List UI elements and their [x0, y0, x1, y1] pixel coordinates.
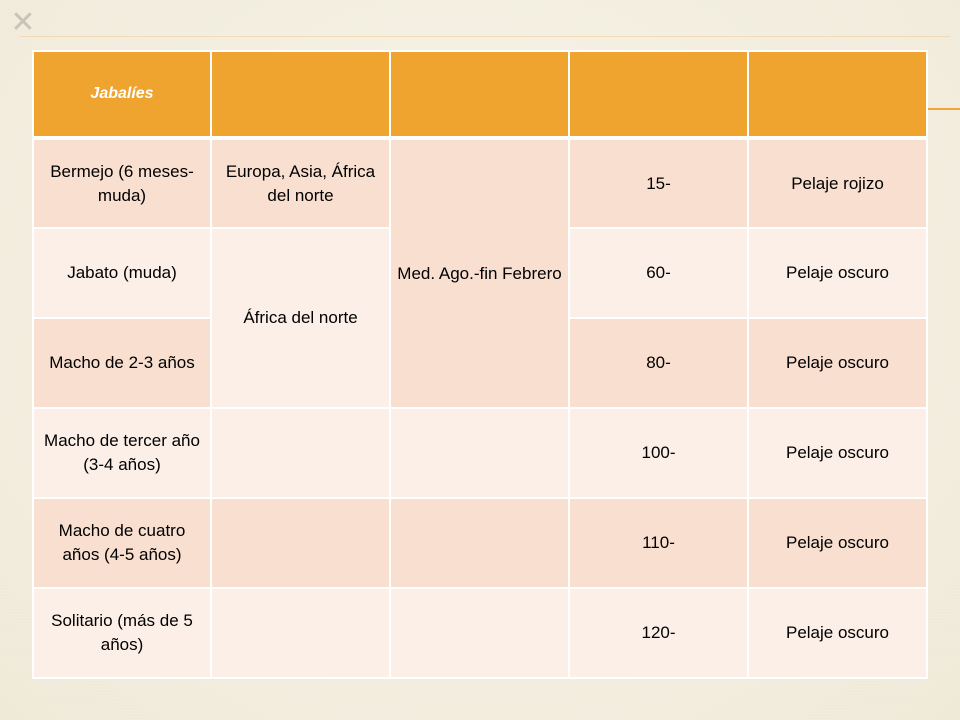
stage-cell: Bermejo (6 meses-muda) — [33, 138, 211, 228]
region-cell — [211, 498, 390, 588]
region-cell — [211, 588, 390, 678]
region-cell — [211, 408, 390, 498]
coat-cell: Pelaje rojizo — [748, 138, 927, 228]
close-icon: ✕ — [10, 6, 36, 39]
table-row — [33, 408, 927, 498]
period-cell — [390, 498, 569, 588]
accent-line — [926, 108, 960, 110]
coat-cell: Pelaje oscuro — [748, 498, 927, 588]
period-cell — [390, 408, 569, 498]
weight-cell: 15- — [569, 138, 748, 228]
header-cell-title: Jabalíes — [33, 51, 211, 138]
slide-decoration-line — [20, 36, 950, 37]
weight-cell: 110- — [569, 498, 748, 588]
stage-cell: Macho de 2-3 años — [33, 318, 211, 408]
header-cell-3 — [390, 51, 569, 138]
stage-cell: Jabato (muda) — [33, 228, 211, 318]
stage-cell: Macho de cuatro años (4-5 años) — [33, 498, 211, 588]
period-cell: Med. Ago.-fin Febrero — [390, 138, 569, 408]
table-row — [33, 498, 927, 588]
region-cell: Europa, Asia, África del norte — [211, 138, 390, 228]
stage-cell: Solitario (más de 5 años) — [33, 588, 211, 678]
coat-cell: Pelaje oscuro — [748, 228, 927, 318]
header-cell-4 — [569, 51, 748, 138]
header-cell-5 — [748, 51, 927, 138]
coat-cell: Pelaje oscuro — [748, 408, 927, 498]
table-header-row — [33, 51, 927, 138]
wild-boar-table — [32, 50, 928, 679]
period-cell — [390, 588, 569, 678]
coat-cell: Pelaje oscuro — [748, 588, 927, 678]
header-cell-2 — [211, 51, 390, 138]
region-cell: África del norte — [211, 228, 390, 408]
weight-cell: 100- — [569, 408, 748, 498]
stage-cell: Macho de tercer año (3-4 años) — [33, 408, 211, 498]
weight-cell: 80- — [569, 318, 748, 408]
table-row — [33, 588, 927, 678]
weight-cell: 60- — [569, 228, 748, 318]
coat-cell: Pelaje oscuro — [748, 318, 927, 408]
weight-cell: 120- — [569, 588, 748, 678]
table-row — [33, 138, 927, 228]
